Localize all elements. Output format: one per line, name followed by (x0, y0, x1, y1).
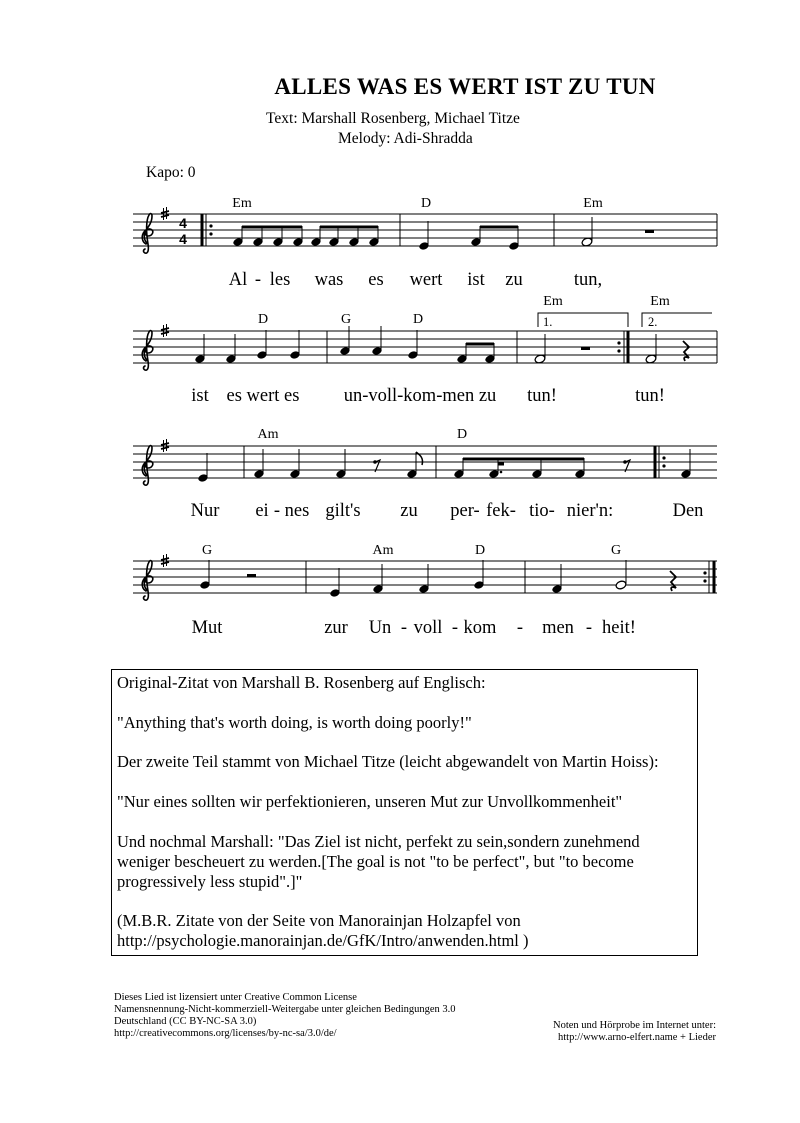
chord: G (340, 312, 352, 327)
lyric: - (273, 501, 281, 521)
info-line: Noten und Hörprobe im Internet unter: (553, 1020, 716, 1031)
lyric: - (254, 270, 262, 290)
lyric: fek- (486, 501, 516, 521)
lyric: ei (255, 501, 269, 521)
lyric: Den (672, 501, 704, 521)
treble-clef-icon (142, 561, 153, 601)
chord: D (456, 427, 468, 442)
chord: G (201, 543, 213, 558)
chord: Em (232, 196, 252, 211)
notes-measure-1 (232, 226, 379, 247)
lyric: tio- (529, 501, 555, 521)
license-notice (114, 992, 456, 1040)
lyric: Mut (191, 618, 223, 638)
lyric: was (314, 270, 344, 290)
chord: Am (372, 543, 394, 558)
lyric: Al (228, 270, 248, 290)
time-sig-top: 4 (179, 215, 187, 231)
quote-intro: Original-Zitat von Marshall B. Rosenberg auf Englisch: (117, 673, 486, 692)
lyric: zur (324, 618, 348, 638)
quote-part2: Der zweite Teil stammt von Michael Titze (leicht abgewandelt von Martin Hoiss): (117, 752, 659, 771)
lyric: zu (505, 270, 523, 290)
lyric: es (368, 270, 384, 290)
lyric: heit! (602, 618, 636, 638)
volta-label: 2. (648, 315, 658, 329)
chord: D (412, 312, 424, 327)
quote-english: "Anything that's worth doing, is worth doing poorly!" (117, 713, 472, 732)
chord: Em (543, 294, 563, 309)
quote-german: "Nur eines sollten wir perfektionieren, unseren Mut zur Unvollkommenheit" (117, 792, 623, 811)
time-sig-bottom: 4 (179, 231, 187, 247)
chord: G (610, 543, 622, 558)
lyric: es wert es (226, 386, 300, 406)
lyric: ist (191, 386, 209, 406)
lyric: gilt's (325, 501, 361, 521)
staff-1 (133, 196, 717, 290)
lyric: zu (400, 501, 418, 521)
treble-clef-icon (142, 446, 153, 486)
volta-label: 1. (543, 315, 553, 329)
staff-3 (133, 427, 717, 521)
chord: D (420, 196, 432, 211)
lyric: - (516, 618, 524, 638)
notes-staff-3 (197, 469, 691, 483)
lyric: kom (463, 618, 497, 638)
lyric: tun! (635, 386, 665, 406)
quarter-rest-icon (670, 571, 676, 591)
treble-clef-icon (142, 214, 153, 254)
license-line: Namensnennung-Nicht-kommerziell-Weitergabe unter gleichen Bedingungen 3.0 (114, 1004, 456, 1015)
treble-clef-icon (142, 331, 153, 371)
license-url: http://creativecommons.org/licenses/by-nc-sa/3.0/de/ (114, 1028, 337, 1039)
notes-staff-4 (199, 580, 562, 598)
lyric: wert (409, 270, 443, 290)
staff-4 (133, 543, 717, 638)
lyric: nier'n: (566, 501, 614, 521)
lyric: ist (467, 270, 485, 290)
quarter-rest-icon (683, 341, 689, 361)
quote-marshall-line: progressively less stupid".]" (117, 872, 303, 891)
info-url: http://www.arno-elfert.name + Lieder (557, 1032, 716, 1043)
lyric: les (269, 270, 291, 290)
lyric: - (585, 618, 593, 638)
lyric: Un (368, 618, 392, 638)
lyric: Nur (190, 501, 220, 521)
staff-2 (133, 294, 717, 406)
quote-source-line: (M.B.R. Zitate von der Seite von Manorainjan Holzapfel von (117, 911, 521, 930)
lyric: tun! (527, 386, 557, 406)
chord: Em (650, 294, 670, 309)
quote-source-url: http://psychologie.manorainjan.de/GfK/Intro/anwenden.html ) (117, 931, 529, 950)
chord: D (257, 312, 269, 327)
lyric: un-voll-kom-men zu (343, 386, 497, 406)
quote-box (111, 669, 698, 956)
melody-credit: Melody: Adi-Shradda (338, 130, 473, 147)
quote-marshall-line: Und nochmal Marshall: "Das Ziel ist nicht, perfekt zu sein,sondern zunehmend (117, 832, 640, 851)
lyric: nes (284, 501, 310, 521)
lyric: men (542, 618, 574, 638)
lyric: voll (413, 618, 443, 638)
lyric: per- (450, 501, 480, 521)
license-line: Dieses Lied ist lizensiert unter Creative Common License (114, 992, 357, 1003)
license-line: Deutschland (CC BY-NC-SA 3.0) (114, 1016, 257, 1027)
lyric: - (451, 618, 459, 638)
chord: Am (257, 427, 279, 442)
quote-marshall-line: weniger bescheuert zu werden.[The goal is not "to be perfect", but "to become (117, 852, 634, 871)
lyric: tun, (573, 270, 603, 290)
online-info (480, 1020, 716, 1044)
kapo-label: Kapo: 0 (146, 164, 196, 181)
lyric: - (400, 618, 408, 638)
text-credit: Text: Marshall Rosenberg, Michael Titze (266, 110, 520, 127)
chord: D (474, 543, 486, 558)
chord: Em (583, 196, 603, 211)
song-title: ALLES WAS ES WERT IST ZU TUN (274, 74, 656, 99)
